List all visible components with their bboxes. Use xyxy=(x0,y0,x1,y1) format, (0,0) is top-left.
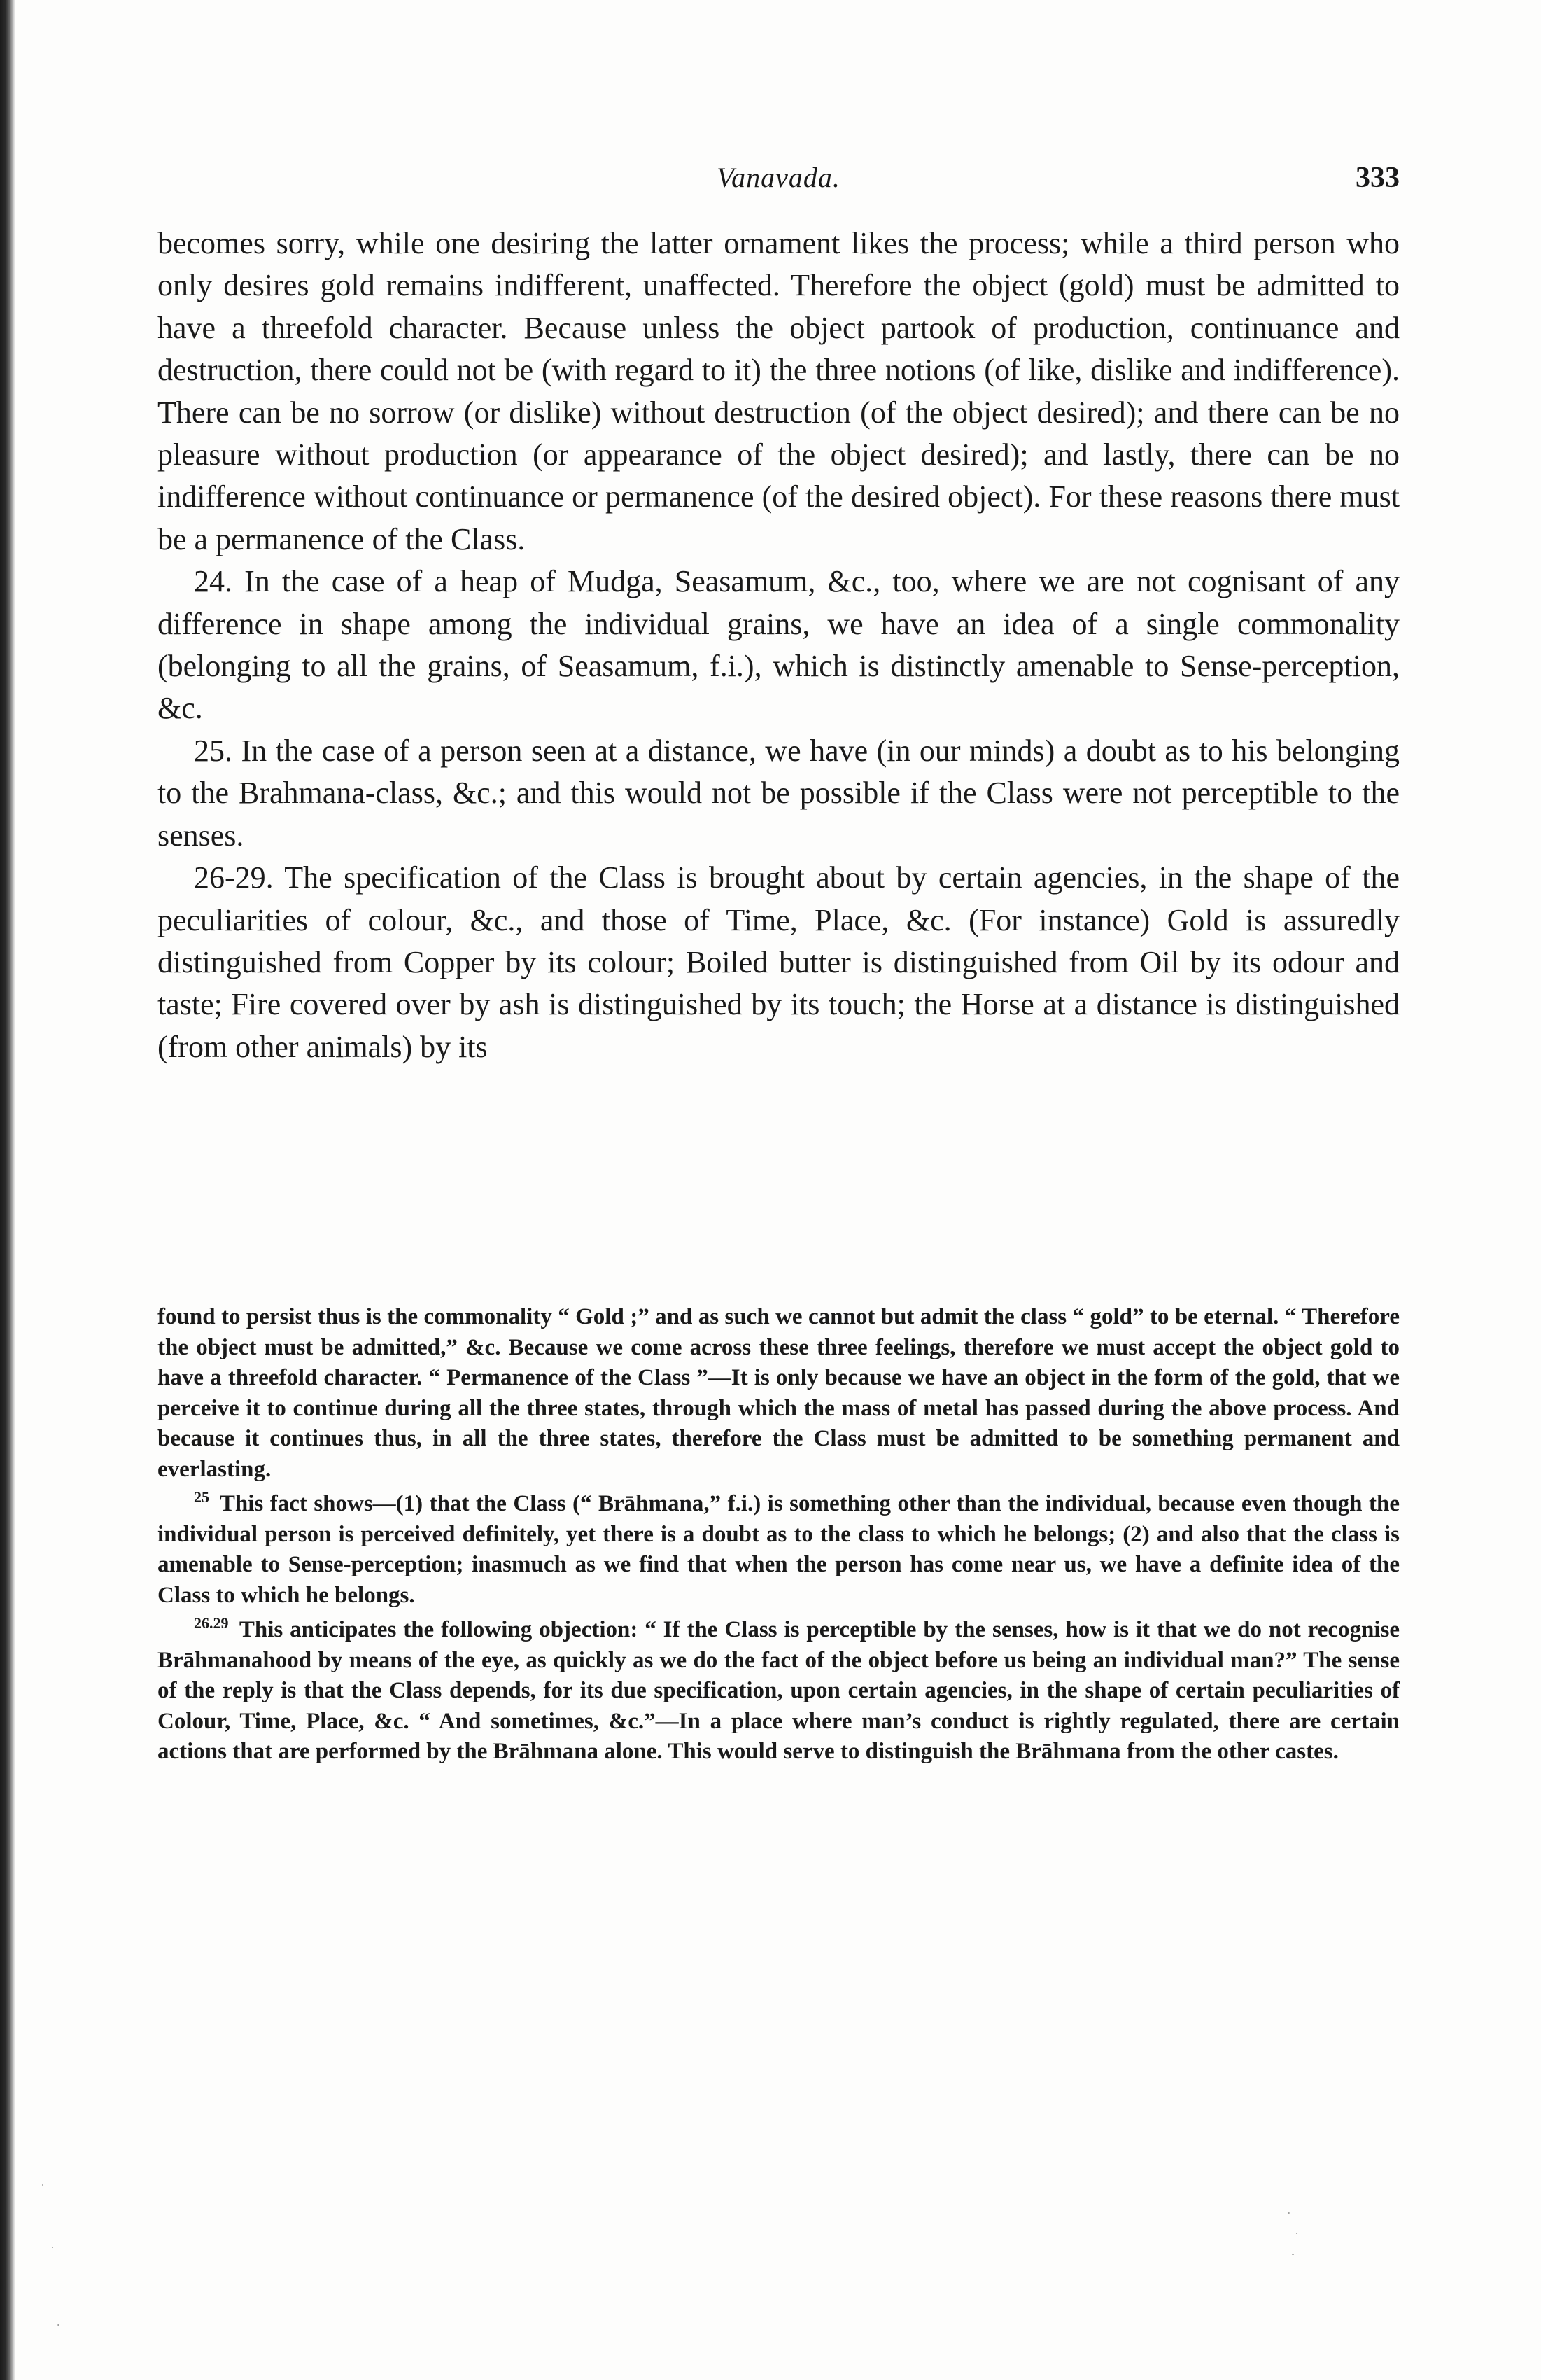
main-text xyxy=(157,223,1400,1068)
paragraph-number: 24. xyxy=(194,564,232,599)
footnote-text: This anticipates the following objection: “ If the Class is perceptible by the senses, how is it that we do not recognise Brāhmanahood by means of the eye, as quickly as we do the fact of the object before us being an individual man?” The sense of the reply is that the Class depends, for its due specification, upon certain agencies, in the shape of certain peculiarities of Colour, Time, Place, &c. “ And sometimes, &c.”—In a place where man’s conduct is rightly regulated, there are certain actions that are performed by the Brāhmana alone. This would serve to distinguish the Brāhmana from the other castes. xyxy=(157,1617,1400,1764)
scan-speckle xyxy=(1292,2254,1294,2255)
paragraph-number: 26-29. xyxy=(194,860,274,895)
running-title: Vanavada. xyxy=(717,162,840,193)
paragraph-text: The specification of the Class is brought about by certain agencies, in the shape of the peculiarities of colour, &c., and those of Time, Place, &c. (For instance) Gold is assuredly distinguished from Copper by its colour; Boiled butter is distinguished from Oil by its odour and taste; Fire covered over by ash is distinguished by its touch; the Horse at a distance is distinguished (from other animals) by its xyxy=(157,860,1400,1064)
footnote-marker: 26.29 xyxy=(194,1614,229,1632)
footnote-25 xyxy=(157,1489,1400,1611)
paragraph-continued: becomes sorry, while one desiring the latter ornament likes the process; while a third person who only desires gold remains indifferent, unaffected. Therefore the object (gold) must be admitted to have a threefold character. Because unless the object partook of production, continuance and destruction, there could not be (with regard to it) the three notions (of like, dislike and indifference). There can be no sorrow (or dislike) without destruction (of the object desired); and there can be no pleasure without production (or appearance of the object desired); and lastly, there can be no indifference without continuance or permanence (of the desired object). For these reasons there must be a permanence of the Class. xyxy=(157,226,1400,556)
footnote-marker: 25 xyxy=(194,1488,209,1506)
running-head xyxy=(157,161,1400,203)
binding-edge-shadow xyxy=(0,0,15,2380)
paragraph-25 xyxy=(157,730,1400,857)
scan-speckle xyxy=(52,2247,53,2248)
footnotes xyxy=(157,1302,1400,1768)
paragraph-number: 25. xyxy=(194,733,232,768)
paragraph-text: In the case of a heap of Mudga, Seasamum, &c., too, where we are not cognisant of any difference in shape among the individual grains, we have an idea of a single commonality (belonging to all the grains, of Seasamum, f.i.), which is distinctly amenable to Sense-perception, &c. xyxy=(157,564,1400,726)
paragraph-text: In the case of a person seen at a distance, we have (in our minds) a doubt as to his belonging to the Brahmana-class, &c.; and this would not be possible if the Class were not perceptible to the senses. xyxy=(157,733,1400,853)
footnote-26-29 xyxy=(157,1615,1400,1768)
footnote-text: This fact shows—(1) that the Class (“ Brāhmana,” f.i.) is something other than the individual, because even though the individual person is perceived definitely, yet there is a doubt as to the class to which he belongs; (2) and also that the class is amenable to Sense-perception; inasmuch as we find that when the person has come near us, we have a definite idea of the Class to which he belongs. xyxy=(157,1491,1400,1608)
footnote-continued: found to persist thus is the commonality “ Gold ;” and as such we cannot but admit the class “ gold” to be eternal. “ Therefore the object must be admitted,” &c. Because we come across these three feelings, therefore we must accept the object gold to have a threefold character. “ Permanence of the Class ”—It is only because we have an object in the form of the gold, that we perceive it to continue during all the three states, through which the mass of metal has passed during the above process. And because it continues thus, in all the three states, therefore the Class must be admitted to be something permanent and everlasting. xyxy=(157,1304,1400,1482)
paragraph-26-29 xyxy=(157,857,1400,1068)
scan-speckle xyxy=(1296,2233,1297,2234)
scan-speckle xyxy=(42,2184,43,2186)
scan-speckle xyxy=(1288,2212,1290,2214)
paragraph-24 xyxy=(157,561,1400,730)
scan-speckle xyxy=(57,2324,59,2326)
page-number: 333 xyxy=(1356,162,1400,194)
